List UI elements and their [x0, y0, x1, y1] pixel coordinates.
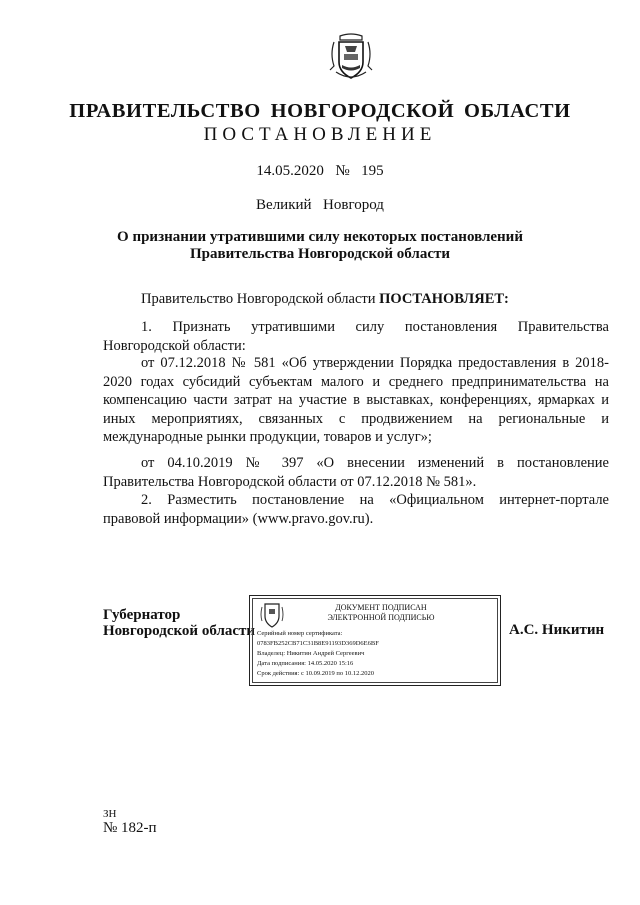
item-1a-text: от 07.12.2018 № 581 «Об утверждении Порядка предоставления в 2018-2020 годах субсидий субъектам малого и среднего предпринимательства на компенсацию части затрат на участие в выставках, конференциях, ярмарках и иных мероприятиях, связанных с продвижением на региональные и международные рынки продукции, товаров и услуг»;	[103, 355, 609, 445]
stamp-heading-line1: ДОКУМЕНТ ПОДПИСАН	[335, 603, 427, 612]
electronic-signature-stamp	[249, 595, 501, 686]
signatory-post-line2: Новгородской области	[103, 623, 256, 639]
footer-number: № 182-п	[103, 820, 157, 836]
signatory-post	[103, 607, 255, 639]
stamp-heading	[286, 603, 476, 623]
document-date-number: 14.05.2020 № 195	[256, 163, 384, 179]
paragraph-item-1	[103, 318, 609, 355]
paragraph-item-1a	[103, 354, 609, 447]
signatory-name: А.С. Никитин	[509, 622, 605, 638]
document-title-line2: Правительства Новгородской области	[189, 246, 451, 262]
document-title	[0, 229, 640, 263]
paragraph-item-2	[103, 491, 609, 528]
document-type: ПОСТАНОВЛЕНИЕ	[203, 124, 437, 145]
footer-code: ЗН	[103, 808, 117, 820]
stamp-emblem-icon	[260, 601, 284, 629]
government-name: ПРАВИТЕЛЬСТВО НОВГОРОДСКОЙ ОБЛАСТИ	[69, 100, 571, 122]
paragraph-item-1b	[103, 454, 609, 491]
intro-keyword: ПОСТАНОВЛЯЕТ:	[379, 291, 509, 307]
intro-text: Правительство Новгородской области	[141, 291, 380, 307]
item-1b-text: от 04.10.2019 № 397 «О внесении изменений в постановление Правительства Новгородской области от 07.12.2018 № 581».	[103, 455, 609, 490]
coat-of-arms-emblem	[328, 32, 374, 82]
document-place: Великий Новгород	[256, 197, 384, 213]
certificate-owner: Владелец: Никитин Андрей Сергеевич	[257, 650, 365, 657]
resolution-intro	[103, 290, 609, 309]
document-title-line1: О признании утратившими силу некоторых постановлений	[117, 229, 523, 245]
signatory-post-line1: Губернатор	[103, 607, 181, 623]
certificate-sign-date: Дата подписания: 14.05.2020 15:16	[257, 660, 354, 667]
stamp-details	[257, 629, 379, 679]
stamp-heading-line2: ЭЛЕКТРОННОЙ ПОДПИСЬЮ	[327, 613, 435, 622]
item-2-text: 2. Разместить постановление на «Официальном интернет-портале правовой информации» (www.pravo.gov.ru).	[103, 492, 609, 527]
certificate-serial-label: Серийный номер сертификата:	[257, 630, 343, 637]
item-1-text: 1. Признать утратившими силу постановления Правительства Новгородской области:	[103, 319, 609, 354]
certificate-validity: Срок действия: с 10.09.2019 по 10.12.2020	[257, 670, 374, 677]
certificate-serial: 0783FB252CB71C31B8E91193D369D6E6BF	[257, 640, 379, 647]
